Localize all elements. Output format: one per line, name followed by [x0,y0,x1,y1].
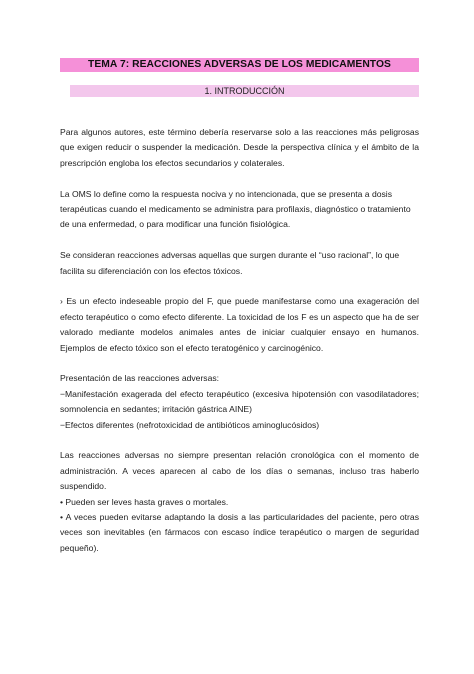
paragraph-toxic-effect: › Es un efecto indeseable propio del F, que puede manifestarse como una exageración del efecto terapéutico o como efecto diferente. La toxicidad de los F es un aspecto que ha de ser valorado mediante modelos animales antes de iniciar cualquier ensayo en humanos. Ejemplos de efecto tóxico son el efecto teratogénico y carcinogénico. [60,296,419,353]
presentation-item-different: −Efectos diferentes (nefrotoxicidad de antibióticos aminoglucósidos) [60,419,320,430]
paragraph-oms-definition: La OMS lo define como la respuesta nociva y no intencionada, que se presenta a dosis terapéuticas cuando el medicamento se administra para profilaxis, diagnóstico o tratamiento de una enfermedad, o para modificar una función fisiológica. [60,188,411,230]
closing-section [60,448,419,556]
closing-bullet-avoidable: • A veces pueden evitarse adaptando la dosis a las particularidades del paciente, pero otras veces son inevitables (en fármacos con escaso índice terapéutico o margen de seguridad pequeño). [60,512,419,553]
document-body [60,125,419,556]
presentation-item-exaggerated: −Manifestación exagerada del efecto terapéutico (excesiva hipotensión con vasodilatadores; somnolencia en sedantes; irritación gástrica AINE) [60,388,419,415]
closing-bullet-severity: • Pueden ser leves hasta graves o mortales. [60,496,229,507]
paragraph-definition-authors: Para algunos autores, este término debería reservarse solo a las reacciones más peligrosas que exigen reducir o suspender la medicación. Desde la perspectiva clínica y el ámbito de la prescripción engloba los efectos secundarios y colaterales. [60,127,419,168]
section-heading: 1. INTRODUCCIÓN [70,85,419,97]
document-title: TEMA 7: REACCIONES ADVERSAS DE LOS MEDICAMENTOS [60,58,419,72]
document-page [60,58,419,572]
presentation-section [60,371,419,433]
presentation-heading: Presentación de las reacciones adversas: [60,373,220,384]
closing-intro: Las reacciones adversas no siempre presentan relación cronológica con el momento de administración. A veces aparecen al cabo de los días o semanas, incluso tras haberlo suspendido. [60,450,419,492]
paragraph-rational-use: Se consideran reacciones adversas aquellas que surgen durante el “uso racional”, lo que facilita su diferenciación con los efectos tóxicos. [60,250,400,276]
